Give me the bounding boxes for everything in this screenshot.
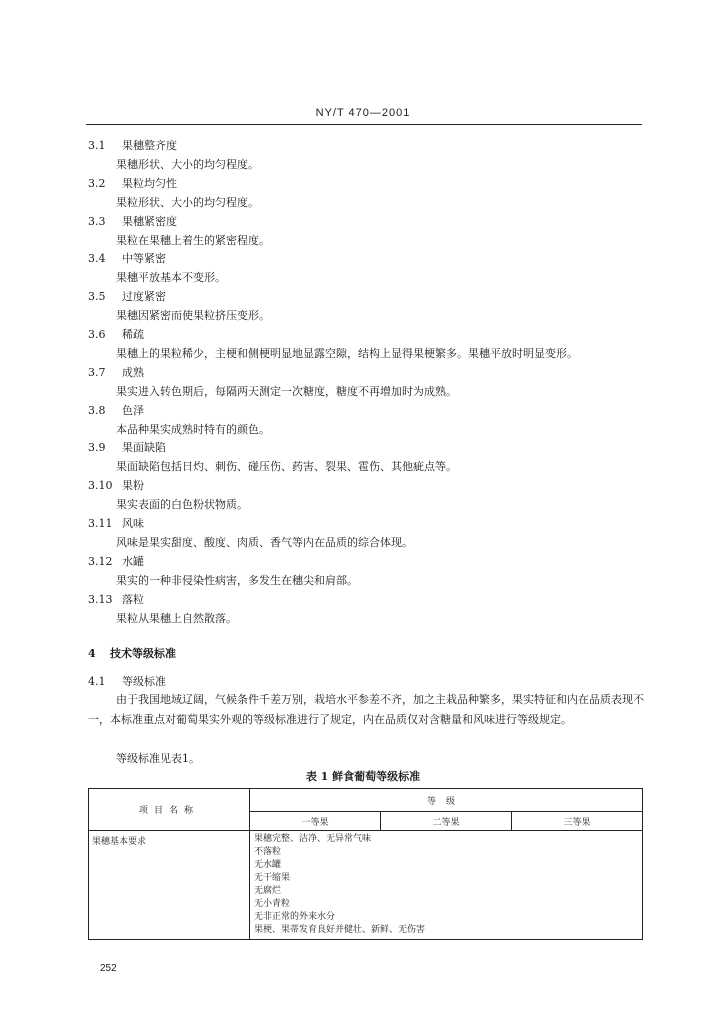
definition-heading (88, 515, 144, 531)
item-name-header: 项目名称 (89, 789, 250, 831)
definition-term: 落粒 (122, 593, 144, 606)
requirement-line: 无干缩果 (254, 873, 291, 883)
definition-number: 3.13 (88, 593, 113, 606)
definition-text: 果穗因紧密而使果粒挤压变形。 (116, 309, 270, 322)
definition-heading (88, 439, 166, 455)
definition-heading (88, 477, 144, 493)
definition-heading (88, 591, 144, 607)
section-4-1-heading (88, 673, 166, 689)
grade-standard-paragraph: 由于我国地域辽阔，气候条件千差万别，栽培水平参差不齐，加之主栽品种繁多，果实特征和内在品质表现不一，本标准重点对葡萄果实外观的等级标准进行了规定，内在品质仅对含糖量和风味进行等级规定。 (88, 693, 644, 726)
definition-number: 3.12 (88, 555, 113, 568)
definition-text: 风味是果实甜度、酸度、肉质、香气等内在品质的综合体现。 (116, 536, 413, 549)
definition-number: 3.6 (88, 328, 106, 341)
definition-text: 果实进入转色期后，每隔两天测定一次糖度，糖度不再增加时为成熟。 (116, 385, 457, 398)
definition-term: 果穗紧密度 (122, 215, 177, 228)
definition-number: 3.7 (88, 366, 106, 379)
definition-heading (88, 250, 166, 266)
requirement-line: 果梗、果蒂发育良好并健壮、新鲜、无伤害 (254, 925, 426, 935)
section-title: 等级标准 (122, 675, 166, 688)
definition-text: 果粒形状、大小的均匀程度。 (116, 196, 259, 209)
definition-text: 果穗形状、大小的均匀程度。 (116, 158, 259, 171)
definition-term: 色泽 (122, 404, 144, 417)
definition-number: 3.11 (88, 517, 113, 530)
definition-heading (88, 364, 144, 380)
chapter-4-heading (88, 645, 176, 661)
grade-header: 等级 (250, 789, 643, 812)
definition-number: 3.3 (88, 215, 106, 228)
grade-table (88, 788, 643, 940)
requirement-line: 无水罐 (254, 860, 282, 870)
definition-text: 果穗上的果粒稀少，主梗和侧梗明显地显露空隙，结构上显得果梗繁多。果穗平放时明显变形。 (116, 347, 578, 360)
definition-term: 过度紧密 (122, 290, 166, 303)
definition-number: 3.1 (88, 139, 106, 152)
definition-number: 3.9 (88, 441, 106, 454)
definition-number: 3.4 (88, 252, 106, 265)
definition-text: 果粒在果穗上着生的紧密程度。 (116, 234, 270, 247)
section-number: 4.1 (88, 675, 106, 688)
definition-term: 水罐 (122, 555, 144, 568)
requirement-line: 果穗完整、洁净、无异常气味 (254, 834, 372, 844)
definition-number: 3.2 (88, 177, 106, 190)
table-title: 表 1 鲜食葡萄等级标准 (305, 770, 421, 783)
requirement-line: 不落粒 (254, 847, 282, 857)
see-table-text: 等级标准见表1。 (116, 752, 200, 765)
row-label-basic-requirements: 果穗基本要求 (89, 831, 250, 940)
definition-text: 果实的一种非侵染性病害，多发生在穗尖和肩部。 (116, 574, 358, 587)
grade-2-header: 二等果 (381, 812, 512, 831)
definition-term: 果粒均匀性 (122, 177, 177, 190)
definition-term: 果面缺陷 (122, 441, 166, 454)
definition-text: 本品种果实成熟时特有的颜色。 (116, 423, 270, 436)
definition-number: 3.8 (88, 404, 106, 417)
requirement-line: 无非正常的外来水分 (254, 912, 336, 922)
definition-term: 中等紧密 (122, 252, 166, 265)
definition-text: 果面缺陷包括日灼、刺伤、碰压伤、药害、裂果、雹伤、其他疵点等。 (116, 460, 457, 473)
definition-heading (88, 553, 144, 569)
definition-heading (88, 326, 144, 342)
definition-term: 风味 (122, 517, 144, 530)
definition-heading (88, 288, 166, 304)
requirement-line: 无腐烂 (254, 886, 282, 896)
header-rule (86, 124, 642, 125)
definition-heading (88, 402, 144, 418)
definition-text: 果实表面的白色粉状物质。 (116, 498, 248, 511)
definition-number: 3.5 (88, 290, 106, 303)
grade-1-header: 一等果 (250, 812, 381, 831)
definition-text: 果粒从果穗上自然散落。 (116, 612, 237, 625)
definition-term: 稀疏 (122, 328, 144, 341)
page-number: 252 (100, 963, 117, 974)
definition-term: 成熟 (122, 366, 144, 379)
definition-term: 果穗整齐度 (122, 139, 177, 152)
definition-text: 果穗平放基本不变形。 (116, 271, 226, 284)
definition-heading (88, 137, 177, 153)
chapter-number: 4 (88, 647, 96, 660)
definition-heading (88, 175, 177, 191)
basic-requirements-cell (250, 831, 643, 940)
chapter-title: 技术等级标准 (110, 647, 176, 660)
grade-3-header: 三等果 (512, 812, 643, 831)
requirement-line: 无小青粒 (254, 899, 291, 909)
definition-term: 果粉 (122, 479, 144, 492)
definition-heading (88, 213, 177, 229)
definition-number: 3.10 (88, 479, 113, 492)
standard-code-header: NY/T 470—2001 (315, 107, 411, 119)
